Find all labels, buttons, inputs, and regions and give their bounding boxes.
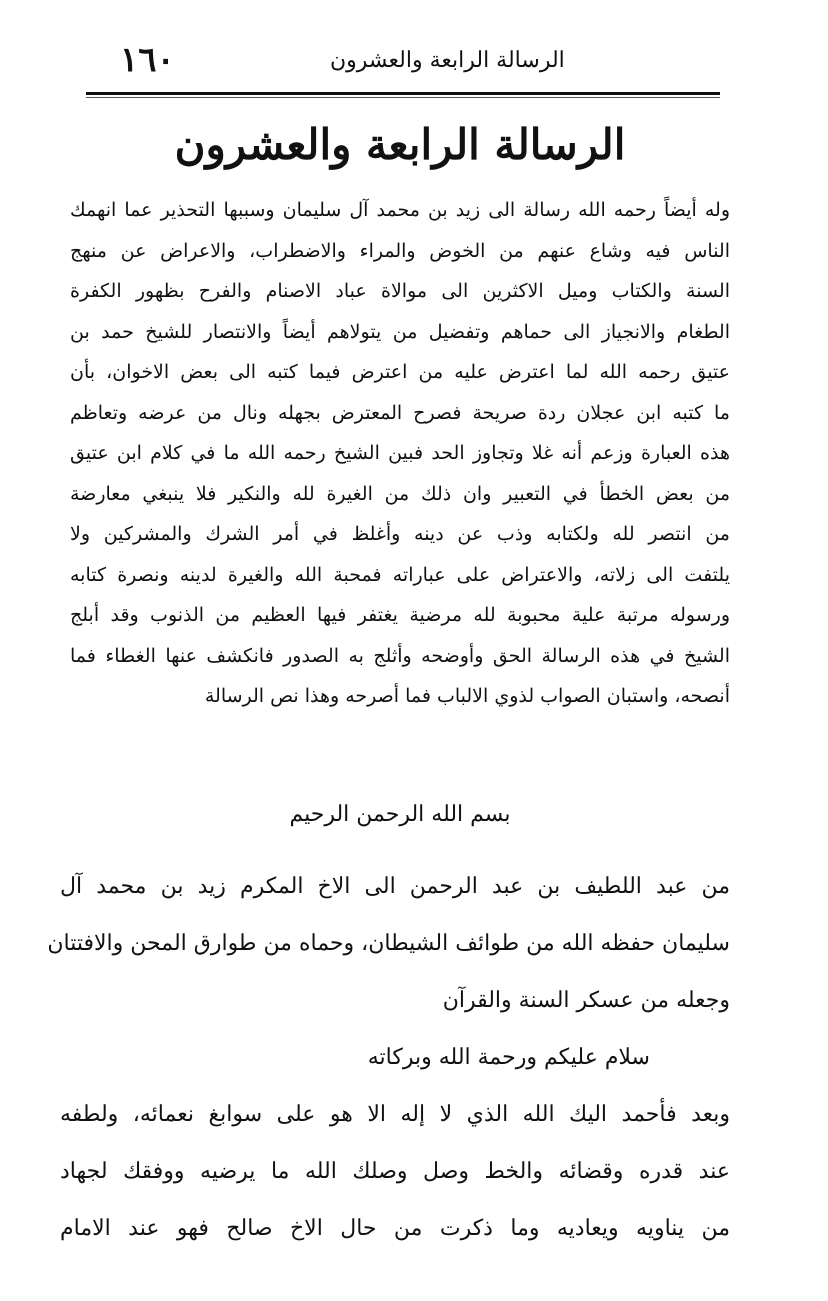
text-line: هذه العبارة وزعم أنه غلا وتجاوز الحد فبين الشيخ رحمه الله ما في كلام ابن عتيق bbox=[70, 442, 730, 464]
text-line: ورسوله مرتبة علية محبوبة لله مرضية يغتفر فيها العظيم من الذنوب وقد أبلج bbox=[70, 604, 730, 626]
page-number: ١٦٠ bbox=[120, 40, 175, 80]
text-line: وجعله من عسكر السنة والقرآن bbox=[442, 988, 730, 1013]
text-line: يلتفت الى زلاته، والاعتراض على عباراته فمحبة الله والغيرة لدينه ونصرة كتابه bbox=[70, 563, 730, 586]
text-line: عند قدره وقضائه والخط وصل وصلك الله ما يرضيه ووفقك لجهاد bbox=[60, 1159, 730, 1184]
text-line: الشيخ في هذه الرسالة الحق وأوضحه وأثلج به الصدور فانكشف عنها الغطاء فما bbox=[70, 644, 730, 667]
text-line: من انتصر لله ولكتابه وذب عن دينه وأغلظ في أمر الشرك والمشركين ولا bbox=[70, 523, 730, 545]
text-line: أنصحه، واستبان الصواب لذوي الالباب فما أصرحه وهذا نص الرسالة bbox=[204, 685, 730, 707]
header-rule-thin bbox=[86, 97, 720, 98]
basmala: بسم الله الرحمن الرحيم bbox=[289, 802, 511, 827]
text-line: من عبد اللطيف بن عبد الرحمن الى الاخ المكرم زيد بن محمد آل bbox=[60, 874, 730, 899]
greeting-line: سلام عليكم ورحمة الله وبركاته bbox=[367, 1045, 650, 1070]
letter-body bbox=[47, 858, 730, 1257]
running-title: الرسالة الرابعة والعشرون bbox=[330, 48, 565, 73]
text-line: الطغام والانجياز الى حماهم وتفضيل من يتولاهم أيضاً والانتصار للشيخ حمد بن bbox=[70, 320, 730, 343]
chapter-title: الرسالة الرابعة والعشرون bbox=[174, 120, 626, 169]
text-line: وله أيضاً رحمه الله رسالة الى زيد بن محمد آل سليمان وسببها التحذير عما انهمك bbox=[70, 199, 730, 221]
text-line: سليمان حفظه الله من طوائف الشيطان، وحماه من طوارق المحن والافتتان bbox=[47, 931, 730, 956]
intro-paragraph bbox=[70, 190, 730, 717]
running-header bbox=[80, 40, 720, 80]
text-line: من يناويه ويعاديه وما ذكرت من حال الاخ صالح فهو عند الامام bbox=[60, 1216, 730, 1241]
text-line: الناس فيه وشاع عنهم من الخوض والمراء والاضطراب، والاعراض عن منهج bbox=[70, 239, 730, 262]
header-rule bbox=[86, 92, 720, 95]
text-line: عتيق رحمه الله لما اعترض عليه من اعترض فيما كتبه الى بعض الاخوان، بأن bbox=[70, 361, 730, 383]
text-line: من بعض الخطأ في التعبير وان ذلك من الغيرة لله والنكير فلا ينبغي معارضة bbox=[70, 482, 730, 505]
text-line: السنة والكتاب وميل الاكثرين الى موالاة عباد الاصنام والفرح بظهور الكفرة bbox=[70, 280, 730, 302]
text-line: وبعد فأحمد اليك الله الذي لا إله الا هو على سوابغ نعمائه، ولطفه bbox=[60, 1102, 730, 1127]
text-line: ما كتبه ابن عجلان ردة صريحة فصرح المعترض بجهله ونال من عرضه وتعاظم bbox=[70, 401, 730, 424]
